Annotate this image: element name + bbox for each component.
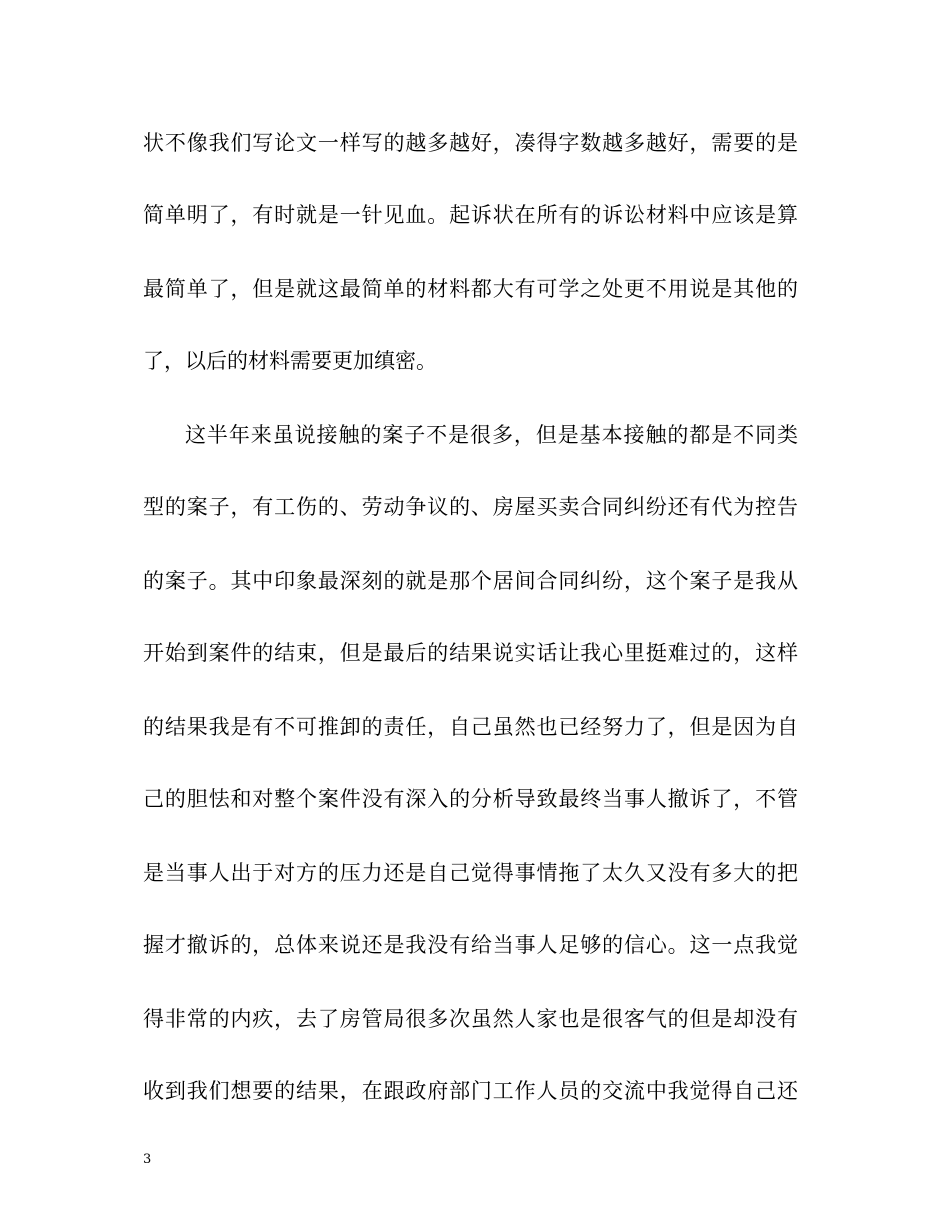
paragraph-line: 简单明了，有时就是一针见血。起诉状在所有的诉讼材料中应该是算 bbox=[143, 203, 798, 227]
paragraph-line: 状不像我们写论文一样写的越多越好，凑得字数越多越好，需要的是 bbox=[143, 131, 798, 155]
paragraph-line: 收到我们想要的结果，在跟政府部门工作人员的交流中我觉得自己还 bbox=[143, 1079, 798, 1103]
paragraph-line: 己的胆怯和对整个案件没有深入的分析导致最终当事人撤诉了，不管 bbox=[143, 787, 798, 811]
paragraph-line: 得非常的内疚，去了房管局很多次虽然人家也是很客气的但是却没有 bbox=[143, 1007, 798, 1031]
paragraph-line: 的结果我是有不可推卸的责任，自己虽然也已经努力了，但是因为自 bbox=[143, 715, 798, 739]
paragraph-line: 型的案子，有工伤的、劳动争议的、房屋买卖合同纠纷还有代为控告 bbox=[143, 495, 798, 519]
paragraph-line: 是当事人出于对方的压力还是自己觉得事情拖了太久又没有多大的把 bbox=[143, 861, 798, 885]
paragraph-line: 的案子。其中印象最深刻的就是那个居间合同纠纷，这个案子是我从 bbox=[143, 569, 798, 593]
paragraph-line: 了，以后的材料需要更加缜密。 bbox=[143, 349, 437, 373]
paragraph-line: 开始到案件的结束，但是最后的结果说实话让我心里挺难过的，这样 bbox=[143, 641, 798, 665]
page-number: 3 bbox=[143, 1152, 152, 1167]
paragraph-line: 握才撤诉的，总体来说还是我没有给当事人足够的信心。这一点我觉 bbox=[143, 933, 798, 957]
paragraph-line: 最简单了，但是就这最简单的材料都大有可学之处更不用说是其他的 bbox=[143, 277, 798, 301]
paragraph-line: 这半年来虽说接触的案子不是很多，但是基本接触的都是不同类 bbox=[185, 423, 798, 447]
